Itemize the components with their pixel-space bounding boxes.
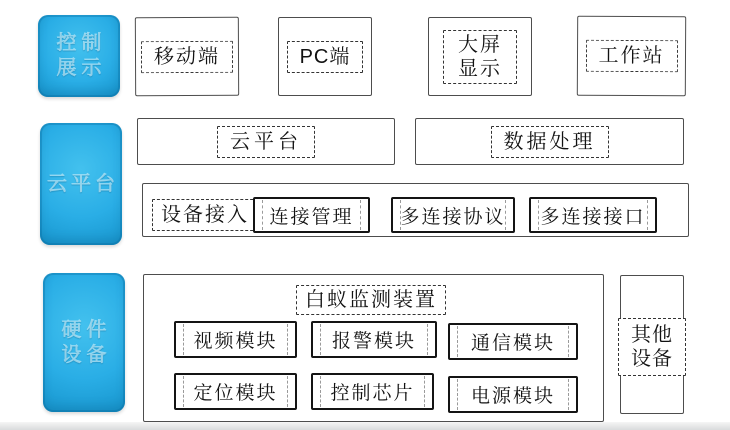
bottom-shadow-strip [0,422,730,430]
workstation-text: 工作站 [598,44,665,68]
other-devices-text-line2: 设备 [631,348,673,370]
box-positioning-module [174,373,297,410]
box-power-module [448,376,578,413]
pc-client-text: PC端 [299,45,351,68]
label-other-devices [618,318,686,376]
box-data-processing [415,118,684,165]
layer-badge-label-line1: 硬件 [61,318,112,341]
label-data-processing [491,126,609,158]
label-cloud-platform [217,126,315,158]
layer-badge-label-line1: 控制 [56,32,107,54]
large-screen-text-line2: 显示 [458,57,502,80]
label-workstation [585,40,677,72]
label-device-access [152,199,258,231]
label-large-screen [443,30,517,84]
connection-management-text: 连接管理 [269,206,354,228]
box-large-screen [428,17,532,96]
box-mobile-client [135,17,239,96]
layer-badge-label-line2: 设备 [61,343,112,366]
hardware-section-container [143,274,604,422]
layer-badge-cloud-platform [40,123,122,245]
cloud-platform-text: 云平台 [230,130,302,153]
label-mobile-client [141,40,233,72]
box-cloud-platform [137,118,395,165]
box-connection-management [253,197,370,233]
termite-monitoring-device-text: 白蚁监测装置 [305,289,437,311]
box-control-chip [311,373,434,410]
layer-badge-label-line1: 云平台 [47,172,119,195]
control-chip-text: 控制芯片 [330,383,415,404]
box-multi-connection-protocol [391,197,515,233]
multi-connection-interface-text: 多连接接口 [540,206,646,228]
video-module-text: 视频模块 [193,331,278,352]
power-module-text: 电源模块 [470,386,555,407]
alarm-module-text: 报警模块 [331,331,416,352]
positioning-module-text: 定位模块 [193,383,278,404]
layer-badge-control-display [38,15,120,97]
box-video-module [174,321,297,358]
mobile-client-text: 移动端 [153,45,221,68]
device-access-text: 设备接入 [161,204,249,226]
box-workstation [577,16,686,97]
box-other-devices [620,275,684,414]
box-alarm-module [311,321,437,358]
box-communication-module [448,323,578,360]
other-devices-text-line1: 其他 [631,324,673,346]
access-row-container [142,183,689,237]
box-pc-client [278,17,372,96]
large-screen-text-line1: 大屏 [458,33,502,56]
layer-badge-label-line2: 展示 [56,57,107,79]
box-multi-connection-interface [529,197,657,233]
label-termite-monitoring-device [296,285,446,315]
label-pc-client [287,41,364,73]
communication-module-text: 通信模块 [470,333,555,354]
data-processing-text: 数据处理 [503,130,596,153]
layer-badge-hardware [43,273,125,412]
multi-connection-protocol-text: 多连接协议 [400,206,506,228]
